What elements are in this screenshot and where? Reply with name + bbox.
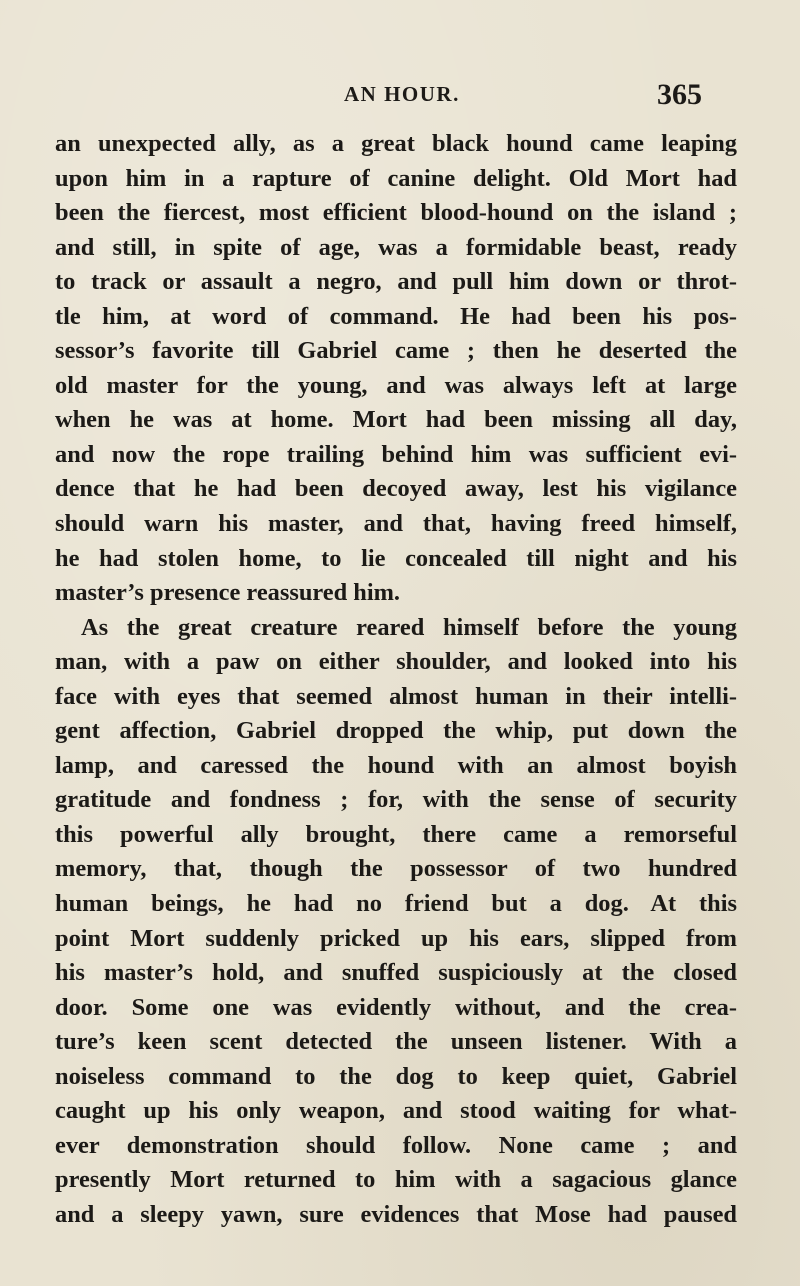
text-line: tle him, at word of command. He had been his pos- [55,302,737,330]
text-line: human beings, he had no friend but a dog. At this [55,890,737,918]
text-line: memory, that, though the possessor of two hundred [55,855,737,883]
text-line: face with eyes that seemed almost human in their intelli- [55,682,737,710]
text-line-paragraph-start: As the great creature reared himself before the young [81,613,737,641]
text-line: man, with a paw on either shoulder, and looked into his [55,648,737,676]
text-line: noiseless command to the dog to keep quiet, Gabriel [55,1062,737,1090]
text-line: ever demonstration should follow. None came ; and [55,1131,737,1159]
text-line: he had stolen home, to lie concealed till night and his [55,544,737,572]
text-line: gent affection, Gabriel dropped the whip, put down the [55,717,737,745]
running-head [0,78,800,118]
body-text [55,127,737,1233]
text-line: when he was at home. Mort had been missing all day, [55,406,737,434]
text-line: dence that he had been decoyed away, lest his vigilance [55,475,737,503]
text-line: lamp, and caressed the hound with an almost boyish [55,751,737,779]
text-line: presently Mort returned to him with a sagacious glance [55,1166,737,1194]
running-head-title: AN HOUR. [344,82,460,106]
text-line: to track or assault a negro, and pull him down or throt- [55,268,737,296]
text-line: caught up his only weapon, and stood waiting for what- [55,1097,737,1125]
text-line: should warn his master, and that, having freed himself, [55,510,737,538]
text-line: door. Some one was evidently without, and the crea- [55,993,737,1021]
text-line: his master’s hold, and snuffed suspiciously at the closed [55,959,737,987]
text-line: sessor’s favorite till Gabriel came ; then he deserted the [55,337,737,365]
text-line: upon him in a rapture of canine delight. Old Mort had [55,164,737,192]
text-line: been the fiercest, most efficient blood-hound on the island ; [55,199,737,227]
text-line: old master for the young, and was always left at large [55,371,737,399]
text-line-paragraph-end: master’s presence reassured him. [55,579,401,607]
text-line: point Mort suddenly pricked up his ears, slipped from [55,924,737,952]
text-line: ture’s keen scent detected the unseen listener. With a [55,1028,737,1056]
text-line: and a sleepy yawn, sure evidences that Mose had paused [55,1200,737,1228]
text-line: and still, in spite of age, was a formidable beast, ready [55,233,737,261]
page-number: 365 [657,78,702,111]
text-line: this powerful ally brought, there came a remorseful [55,820,737,848]
text-line: gratitude and fondness ; for, with the sense of security [55,786,737,814]
text-line: and now the rope trailing behind him was sufficient evi- [55,440,737,468]
text-line: an unexpected ally, as a great black hound came leaping [55,130,737,157]
